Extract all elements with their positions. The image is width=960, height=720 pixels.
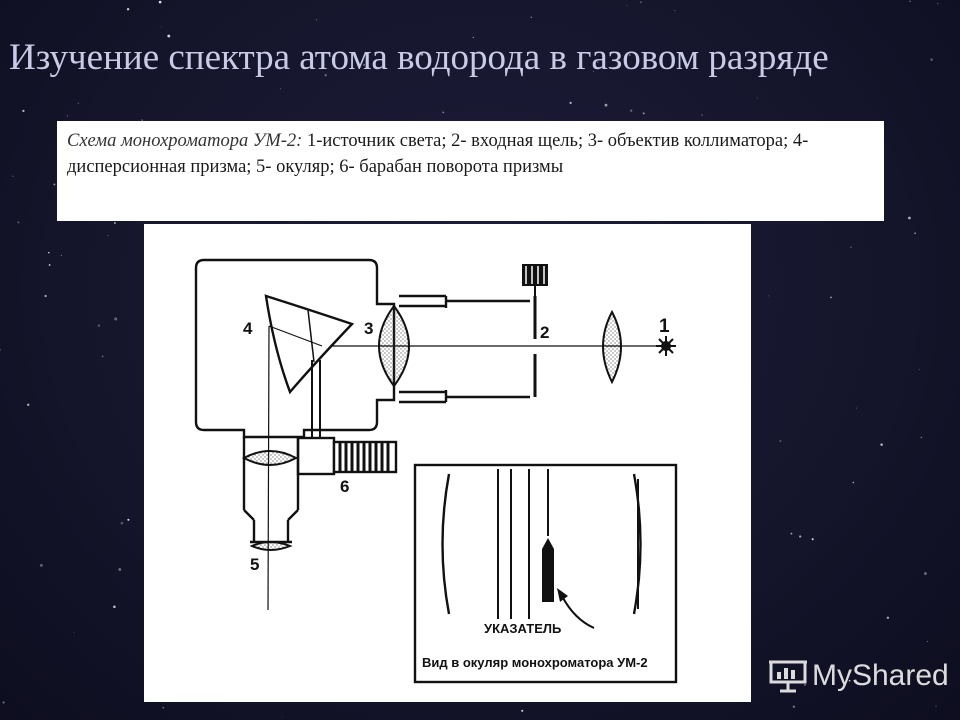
star [27,404,29,406]
star [853,482,855,484]
star [880,443,883,446]
star [40,564,43,567]
star [643,112,645,114]
star [61,255,62,256]
star [701,114,702,115]
star [442,111,444,113]
star [830,297,832,299]
caption-box [57,121,884,221]
star [161,26,162,27]
star [640,1,641,2]
star [605,104,608,107]
star [626,5,627,6]
star [757,98,758,99]
light-source-1 [656,336,676,356]
star [0,349,1,351]
star [927,641,928,642]
star [793,706,795,708]
star [674,10,675,11]
caption-italic: Схема монохроматора УМ-2: [67,131,303,151]
star [127,519,129,521]
watermark-text: MyShared [812,659,949,692]
star [127,8,129,10]
star [12,176,13,177]
star [121,522,124,525]
star [799,535,801,537]
star [159,1,162,4]
star [850,247,851,248]
star [569,102,571,104]
star [280,88,281,89]
star [935,706,936,707]
star [118,568,121,571]
star [914,232,916,234]
star [113,606,116,609]
star [921,437,923,439]
star [768,295,769,296]
diagram-drawing [144,224,751,702]
star [114,222,116,224]
monochromator-diagram [144,224,751,702]
label-6: 6 [340,477,350,496]
star [316,19,317,20]
star [887,617,889,619]
star [909,1,911,3]
star [924,572,927,575]
star [908,217,911,220]
star [531,17,533,19]
star [162,707,164,709]
star [17,221,19,223]
star [53,183,55,185]
dispersing-prism-4 [266,296,352,392]
label-1: 1 [659,316,670,337]
label-2: 2 [540,323,550,342]
star [937,3,938,4]
star [22,110,24,112]
star [856,408,857,409]
eyepiece-view-caption: Вид в окуляр монохроматора УМ-2 [422,655,648,670]
star [78,103,79,104]
star [521,710,523,712]
star [73,632,74,633]
field-lens [244,451,296,465]
star [48,252,50,254]
prism-mount [312,360,320,438]
collimator-tube [399,296,530,402]
star [98,324,100,326]
collimator-lens-3 [379,306,409,386]
star [49,264,51,266]
eyepiece-lens-5 [252,542,290,550]
watermark [768,656,949,696]
eyepiece-view-inset [415,465,676,682]
star [919,369,920,370]
condenser-lens [603,312,621,382]
star [44,295,46,297]
label-3: 3 [364,319,374,338]
label-5: 5 [250,555,260,574]
star [102,356,104,358]
star [114,318,117,321]
pointer-label: УКАЗАТЕЛЬ [484,621,562,636]
star [812,538,814,540]
label-4: 4 [243,319,253,338]
star [779,440,781,442]
star [282,717,283,718]
star [107,235,108,236]
star [3,701,5,703]
presentation-icon [768,658,808,694]
rotation-drum-6 [298,438,396,474]
star [790,533,792,535]
slide-title: Изучение спектра атома водорода в газовом разряде [9,37,829,78]
star [630,110,632,112]
pointer-marker [542,538,554,602]
star [67,115,68,116]
caption-text: 1-источник света; 2- входная щель; 3- объектив коллиматора; 4-дисперсионная призма; 5- окуляр; 6- барабан поворота призмы [67,131,809,177]
